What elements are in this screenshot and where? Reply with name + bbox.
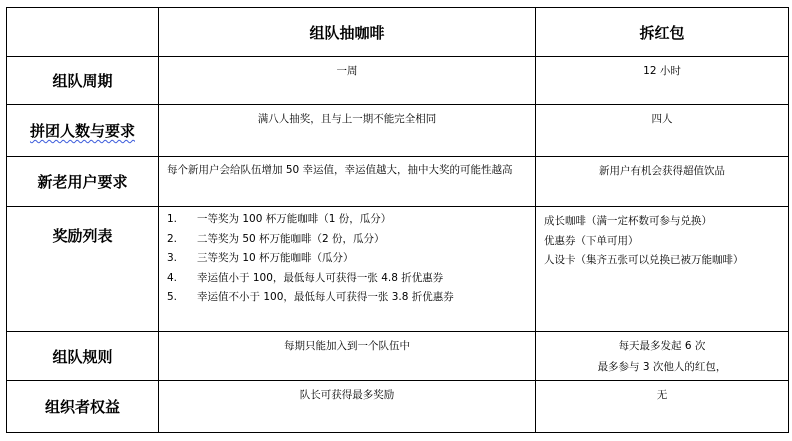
header-red-packet: 拆红包 [536, 8, 789, 57]
cell-value: 队长可获得最多奖励 [159, 381, 536, 433]
cell-value: 满八人抽奖，且与上一期不能完全相同 [159, 105, 536, 157]
table-row [7, 157, 789, 207]
rule-line: 每天最多发起 6 次 [618, 340, 706, 352]
row-label: 奖励列表 [7, 207, 159, 332]
row-label-text: 拼团人数与要求 [29, 122, 135, 140]
rewards-list-cell [159, 207, 536, 332]
cell-value: 12 小时 [536, 57, 789, 105]
row-label: 新老用户要求 [7, 157, 159, 207]
table-row [7, 332, 789, 381]
list-item: 优惠券（下单可用） [544, 234, 639, 247]
red-packet-rewards-list [536, 207, 788, 271]
cell-value: 无 [536, 381, 789, 433]
list-item: 4. 幸运值小于 100，最低每人可获得一张 4.8 折优惠券 [167, 271, 444, 284]
cell-value: 一周 [159, 57, 536, 105]
table-row [7, 105, 789, 157]
list-item: 3. 三等奖为 10 杯万能咖啡（瓜分） [167, 252, 354, 265]
row-label: 组队周期 [7, 57, 159, 105]
header-row [7, 8, 789, 57]
cell-value: 新用户有机会获得超值饮品 [536, 157, 789, 207]
red-packet-rewards-cell [536, 207, 789, 332]
header-team-coffee: 组队抽咖啡 [159, 8, 536, 57]
cell-value: 每期只能加入到一个队伍中 [159, 332, 536, 381]
rewards-list [159, 207, 535, 308]
row-label: 组队规则 [7, 332, 159, 381]
rule-lines [536, 332, 788, 378]
list-item: 成长咖啡（满一定杯数可参与兑换） [544, 215, 712, 227]
cell-value: 四人 [536, 105, 789, 157]
list-item: 1. 一等奖为 100 杯万能咖啡（1 份，瓜分） [167, 213, 392, 225]
row-label: 组织者权益 [7, 381, 159, 433]
cell-value [159, 157, 536, 207]
cell-value [536, 332, 789, 381]
list-item: 2. 二等奖为 50 杯万能咖啡（2 份，瓜分） [167, 232, 385, 245]
table-row [7, 207, 789, 332]
cell-paragraph: 每个新用户会给队伍增加 50 幸运值，幸运值越大，抽中大奖的可能性越高 [167, 164, 513, 176]
list-item: 5. 幸运值不小于 100，最低每人可获得一张 3.8 折优惠券 [167, 291, 454, 304]
row-label [7, 105, 159, 157]
table-row [7, 57, 789, 105]
rule-line: 最多参与 3 次他人的红包， [597, 361, 727, 373]
comparison-table [6, 7, 789, 433]
header-empty-cell [7, 8, 159, 57]
table-row [7, 381, 789, 433]
list-item: 人设卡（集齐五张可以兑换已被万能咖啡） [544, 254, 744, 267]
